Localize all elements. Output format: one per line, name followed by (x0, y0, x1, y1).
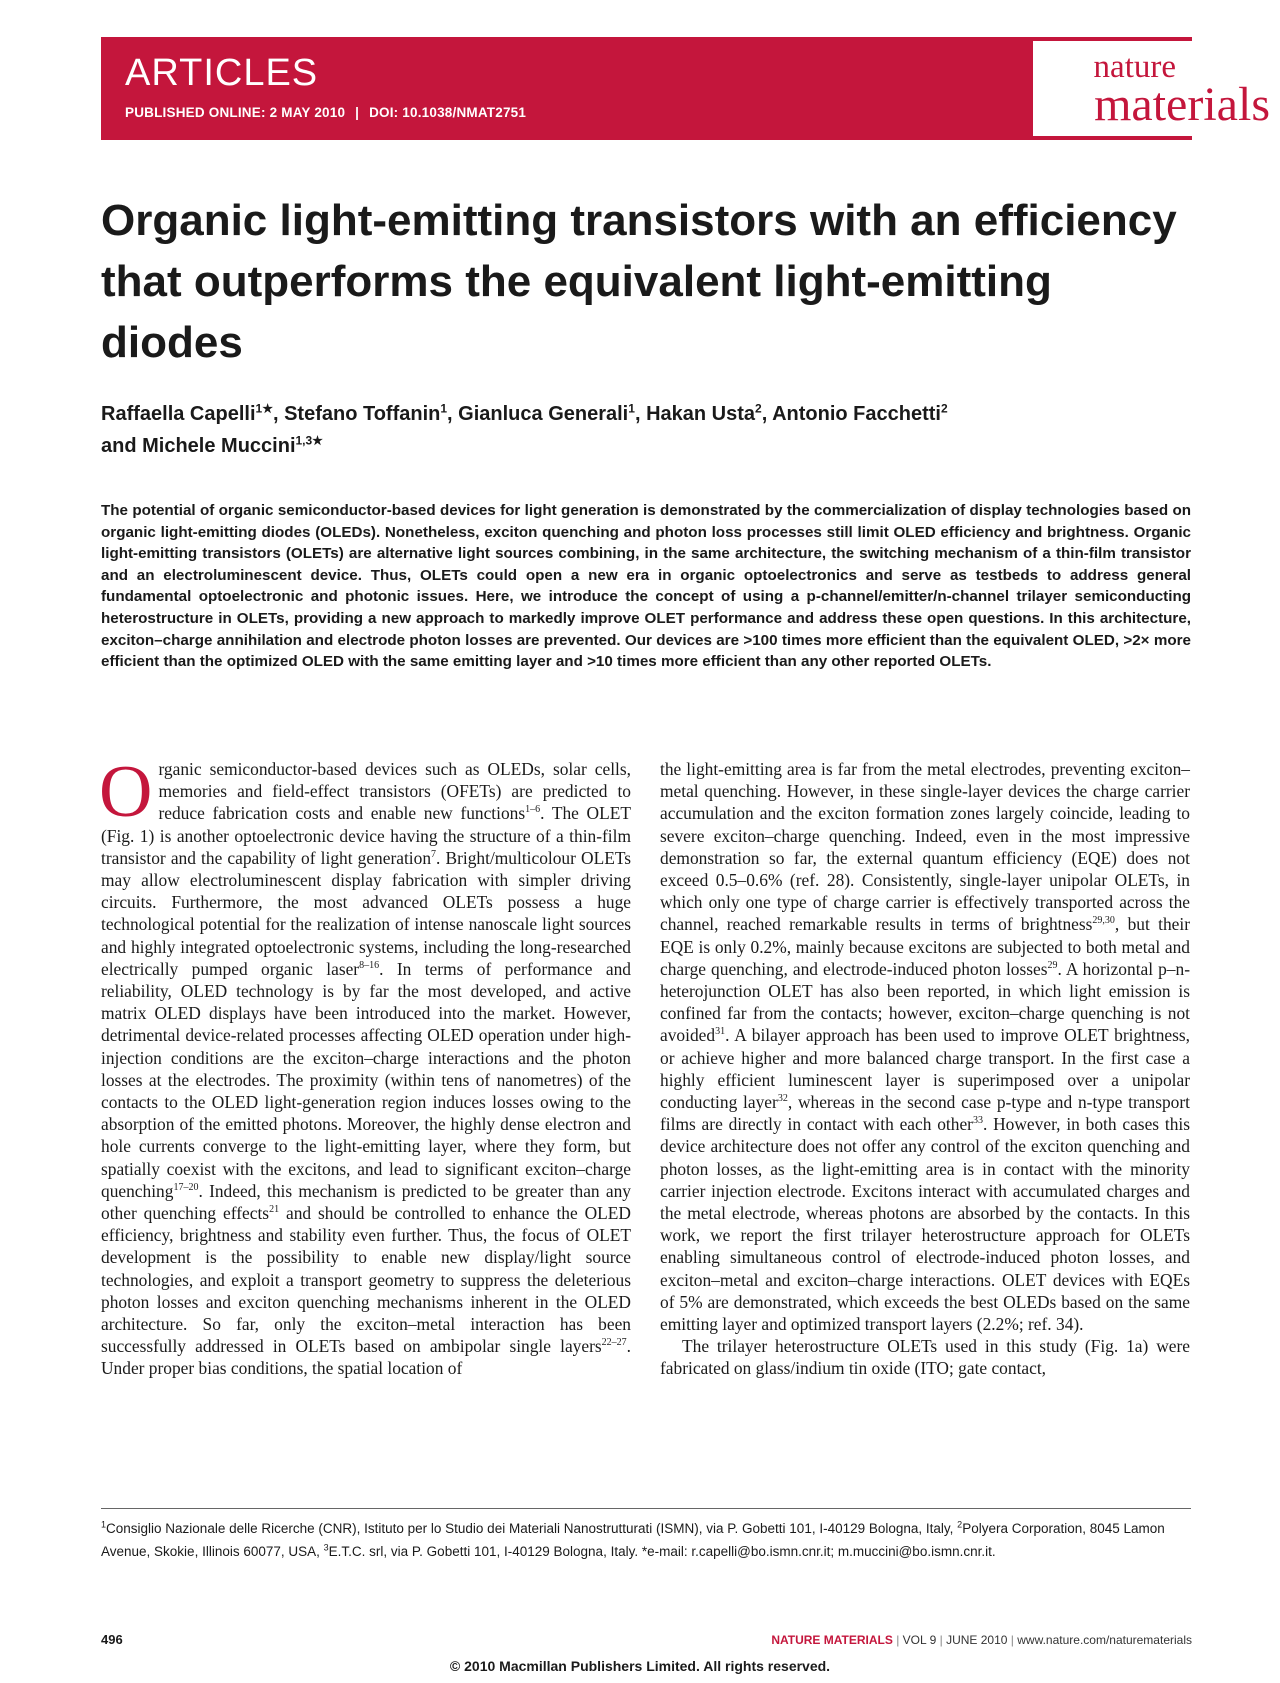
reference-superscript: 1–6 (525, 804, 541, 816)
text-run: . A horizontal p–n-heterojunction OLET has also been reported, in which light emission is confined far from the contacts; however, exciton–charge quenching is not avoided (660, 958, 1190, 1046)
author-name: Antonio Facchetti (772, 403, 941, 425)
text-run: . However, in both cases this device architecture does not offer any control of the exciton quenching and photon losses, as the light-emitting area is in contact with the minority carrier injection electrode. Excitons interact with accumulated charges and the metal electrode, whereas photons are absorbed by the contacts. In this work, we report the first trilayer heterostructure approach for OLETs enabling simultaneous control of electrode-induced photon losses, and exciton–metal and exciton–charge interactions. OLET devices with EQEs of 5% are demonstrated, which exceeds the best OLEDs based on the same emitting layer and optimized transport layers (2.2%; ref. 34). (660, 1114, 1190, 1335)
text-run: . Bright/multicolour OLETs may allow electroluminescent display fabrication with simpler driving circuits. Furthermore, the most advanced OLETs possess a huge technological potential for the realization of intense nanoscale light sources and highly integrated optoelectronic systems, including the long-researched electrically pumped organic laser (101, 847, 632, 979)
text-run: . In terms of performance and reliability, OLED technology is by far the most developed, and active matrix OLED displays have been introduced into the market. However, detrimental device-related processes affecting OLED operation under high-injection conditions are the exciton–charge interactions and the photon losses at the electrodes. The proximity (within tens of nanometres) of the contacts to the OLED light-generation region induces losses owing to the absorption of the emitted photons. Moreover, the highly dense electron and hole currents converge to the light-emitting layer, where they form, but spatially coexist with the excitons, and lead to significant exciton–charge quenching (101, 958, 631, 1201)
reference-superscript: 31 (715, 1026, 726, 1038)
copyright-notice: © 2010 Macmillan Publishers Limited. All rights reserved. (449, 1658, 831, 1674)
doi: DOI: 10.1038/NMAT2751 (369, 105, 527, 120)
journal-footer (771, 1633, 1192, 1647)
author-separator: , (761, 403, 773, 425)
text-run: Polyera Corporation, 8045 Lamon Avenue, Skokie, Illinois 60077, USA, (101, 1521, 1165, 1559)
section-label: ARTICLES (125, 52, 319, 94)
publication-meta (125, 105, 526, 120)
footer-date: JUNE 2010 (946, 1633, 1008, 1647)
reference-superscript: 17–20 (173, 1182, 199, 1194)
author-name: Hakan Usta (646, 403, 755, 425)
text-run: the light-emitting area is far from the metal electrodes, preventing exciton–metal quenching. However, in these single-layer devices the charge carrier accumulation and the exciton formation zones largely coincide, leading to severe exciton–charge quenching. Indeed, even in the most impressive demonstration so far, the external quantum efficiency (EQE) does not exceed 0.5–0.6% (ref. 28). Consistently, single-layer unipolar OLETs, in which only one type of charge carrier is effectively transported across the channel, reached remarkable results in terms of brightness (660, 759, 1190, 935)
text-run: . Under proper bias conditions, the spatial location of (101, 1336, 631, 1379)
reference-superscript: 7 (431, 849, 437, 861)
reference-superscript: 2 (957, 1519, 963, 1530)
reference-superscript: 21 (269, 1204, 280, 1216)
reference-superscript: 32 (777, 1093, 788, 1105)
author-affiliation-marker: 1 (628, 401, 635, 416)
article-title: Organic light-emitting transistors with an efficiency that outperforms the equivalent light-emitting diodes (101, 196, 1177, 367)
text-run: rganic semiconductor-based devices such as OLEDs, solar cells, memories and field-effect transistors (OFETs) are predicted to reduce fabrication costs and enable new functions (158, 759, 631, 824)
journal-logo (1033, 41, 1280, 136)
reference-superscript: 29 (1047, 960, 1058, 972)
reference-superscript: 8–16 (359, 960, 380, 972)
reference-superscript: 3 (323, 1542, 329, 1553)
author-affiliation-marker: 1 (440, 401, 448, 416)
body-paragraph (660, 1335, 1190, 1379)
author-name: Raffaella Capelli (101, 403, 256, 425)
author-name: Michele Muccini (142, 435, 296, 457)
text-run: , but their EQE is only 0.2%, mainly because excitons are subjected to both metal and charge quenching, and electrode-induced photon losses (660, 914, 1190, 979)
text-run: E.T.C. srl, via P. Gobetti 101, I-40129 Bologna, Italy. *e-mail: r.capelli@bo.ismn.cnr.it; m.muccini@bo.ismn.cnr.it. (328, 1543, 996, 1559)
author-name: Stefano Toffanin (284, 403, 441, 425)
text-run: Consiglio Nazionale delle Ricerche (CNR), Istituto per lo Studio dei Materiali Nanostrutturati (ISMN), via P. Gobetti 101, I-40129 Bologna, Italy, (106, 1521, 958, 1536)
body-paragraph (99, 751, 632, 1380)
author-affiliation-marker: 2 (755, 401, 762, 416)
reference-superscript: 1 (101, 1519, 107, 1530)
abstract: The potential of organic semiconductor-based devices for light generation is demonstrated by the commercialization of display technologies based on organic light-emitting diodes (OLEDs). Nonetheless, exciton quenching and photon loss processes still limit OLED efficiency and brightness. Organic light-emitting transistors (OLETs) are alternative light sources combining, in the same architecture, the switching mechanism of a thin-film transistor and an electroluminescent device. Thus, OLETs could open a new era in organic optoelectronics and serve as testbeds to address general fundamental optoelectronic and photonic issues. Here, we introduce the concept of using a p-channel/emitter/n-channel trilayer semiconducting heterostructure in OLETs, providing a new approach to markedly improve OLET performance and address these open questions. In this architecture, exciton–charge annihilation and electrode photon losses are prevented. Our devices are >100 times more efficient than the equivalent OLED, >2× more efficient than the optimized OLED with the same emitting layer and >10 times more efficient than any other reported OLETs. (101, 502, 1191, 671)
published-date: PUBLISHED ONLINE: 2 MAY 2010 (125, 105, 346, 120)
text-run: . The OLET (Fig. 1) is another optoelectronic device having the structure of a thin-film transistor and the capability of light generation (101, 803, 631, 868)
reference-superscript: 29,30 (1092, 915, 1115, 927)
footer-volume: VOL 9 (902, 1633, 937, 1647)
body-paragraph (660, 758, 1190, 1335)
footer-divider: | (1010, 1633, 1014, 1647)
affiliations-footnote (101, 1518, 1191, 1563)
author-separator: and (101, 435, 143, 457)
logo-nature-text: nature (1093, 49, 1176, 85)
reference-superscript: 33 (972, 1115, 983, 1127)
footer-divider: | (896, 1633, 900, 1647)
meta-divider: | (355, 105, 360, 120)
logo-materials-text: materials (1094, 78, 1270, 131)
author-separator: , (634, 403, 647, 425)
text-run: and should be controlled to enhance the OLED efficiency, brightness and stability even further. Thus, the focus of OLET development is the possibility to enable new display/light source technologies, and exploit a transport geometry to suppress the deleterious photon losses and exciton quenching mechanisms inherent in the OLED architecture. So far, only the exciton–metal interaction has been successfully addressed in OLETs based on ambipolar single layers (101, 1203, 631, 1357)
text-run: . Indeed, this mechanism is predicted to be greater than any other quenching effects (101, 1180, 631, 1224)
author-affiliation-marker: 1,3★ (295, 433, 323, 448)
author-list (101, 398, 1191, 462)
author-affiliation-marker: 2 (940, 401, 948, 416)
reference-superscript: 22–27 (601, 1337, 627, 1349)
footer-journal-name: NATURE MATERIALS (771, 1633, 893, 1647)
header-banner (101, 37, 1270, 140)
author-separator: , (447, 403, 459, 425)
text-run: . A bilayer approach has been used to improve OLET brightness, or achieve higher and more balanced charge transport. In the first case a highly efficient luminescent layer is superimposed over a unipolar conducting layer (660, 1025, 1190, 1113)
author-name: Gianluca Generali (458, 403, 629, 425)
footer-url-link[interactable]: www.nature.com/naturematerials (1017, 1633, 1192, 1647)
page-number: 496 (101, 1632, 123, 1647)
text-run: The trilayer heterostructure OLETs used in this study (Fig. 1a) were fabricated on glass/indium tin oxide (ITO; gate contact, (660, 1336, 1190, 1379)
body-column-left (99, 751, 632, 1380)
author-affiliation-marker: 1★ (255, 401, 273, 416)
drop-cap: O (99, 751, 153, 833)
footer-divider: | (939, 1633, 943, 1647)
footnote-divider (101, 1508, 1191, 1509)
body-column-right (660, 758, 1190, 1380)
text-run: , whereas in the second case p-type and n-type transport films are directly in contact with each other (660, 1092, 1190, 1135)
author-separator: , (272, 403, 285, 425)
